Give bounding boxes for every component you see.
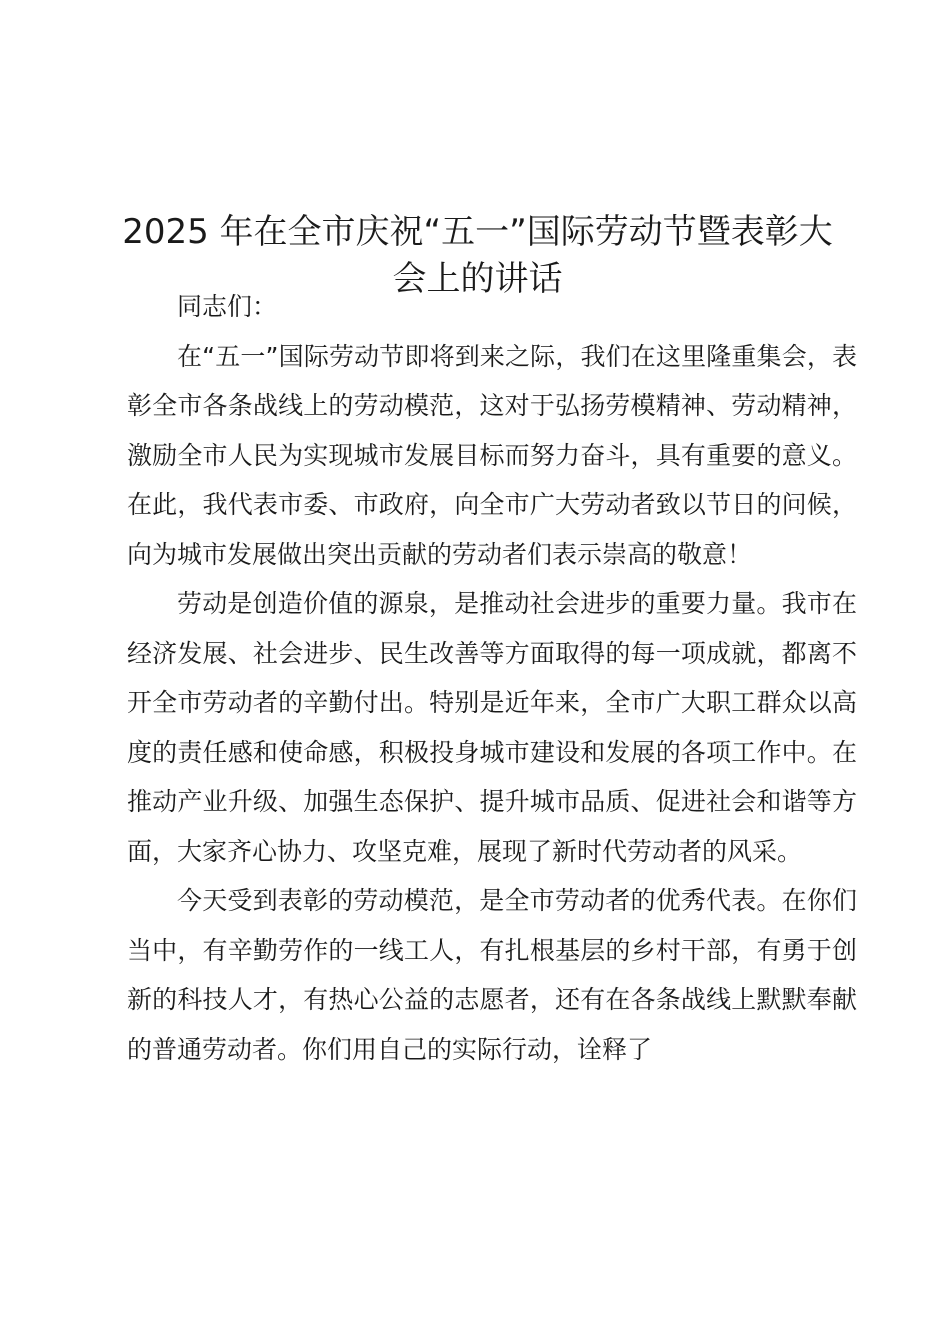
greeting: 同志们：	[177, 292, 278, 321]
paragraph-3: 今天受到表彰的劳动模范，是全市劳动者的优秀代表。在你们当中，有辛勤劳作的一线工人，有扎根基层的乡村干部，有勇于创新的科技人才，有热心公益的志愿者，还有在各条战线上默默奉献的普通劳动者。你们用自己的实际行动，诠释了	[127, 886, 857, 1064]
paragraph-1: 在“五一”国际劳动节即将到来之际，我们在这里隆重集会，表彰全市各条战线上的劳动模范，这对于弘扬劳模精神、劳动精神，激励全市人民为实现城市发展目标而努力奋斗，具有重要的意义。在此，我代表市委、市政府，向全市广大劳动者致以节日的问候，向为城市发展做出突出贡献的劳动者们表示崇高的敬意！	[127, 341, 857, 569]
document-title: 2025 年在全市庆祝“五一”国际劳动节暨表彰大会上的讲话	[122, 211, 833, 299]
document-body	[127, 282, 857, 1074]
paragraph-2: 劳动是创造价值的源泉，是推动社会进步的重要力量。我市在经济发展、社会进步、民生改善等方面取得的每一项成就，都离不开全市劳动者的辛勤付出。特别是近年来，全市广大职工群众以高度的责任感和使命感，积极投身城市建设和发展的各项工作中。在推动产业升级、加强生态保护、提升城市品质、促进社会和谐等方面，大家齐心协力、攻坚克难，展现了新时代劳动者的风采。	[127, 589, 857, 866]
